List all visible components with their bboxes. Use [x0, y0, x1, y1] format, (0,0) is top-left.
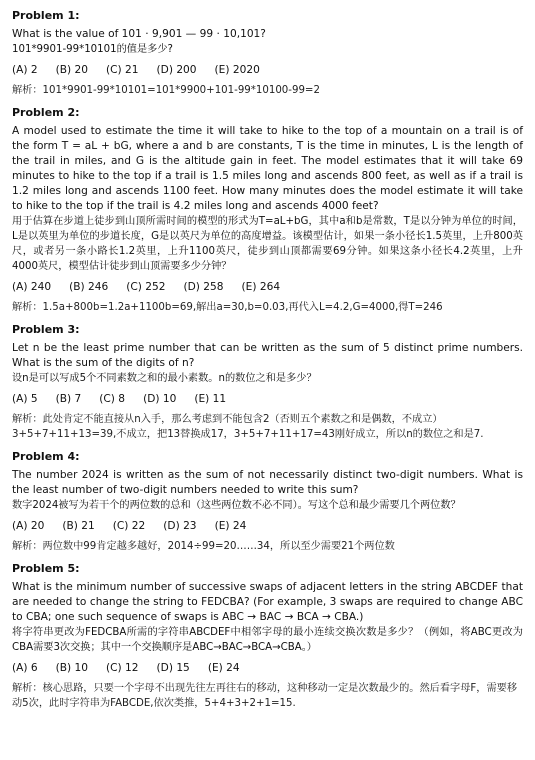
- choice-c: (C) 8: [99, 393, 126, 405]
- choice-e: (E) 11: [194, 393, 227, 405]
- choice-b: (B) 7: [55, 393, 82, 405]
- problem-3: [12, 322, 523, 442]
- problem-title: Problem 2:: [12, 106, 80, 119]
- choice-d: (D) 258: [183, 281, 224, 293]
- choice-a: (A) 2: [12, 64, 38, 76]
- answer-choices: [12, 519, 523, 534]
- choice-a: (A) 6: [12, 662, 38, 674]
- choice-a: (A) 5: [12, 393, 38, 405]
- question-chinese: 用于估算在步道上徒步到山顶所需时间的模型的形式为T=aL+bG，其中a和b是常数，T是以分钟为单位的时间，L是以英里为单位的步道长度，G是以英尺为单位的高度增益。该模型估计，如果一条小径长1.5英里，上升800英尺，或者另一条小路长1.2英里，上升1100英尺，徒步到山顶都需要69分钟。如果这条小径长4.2英里，上升4000英尺，模型估计徒步到山顶需要多少分钟？: [12, 216, 523, 272]
- problem-title: Problem 4:: [12, 450, 80, 463]
- choice-e: (E) 264: [241, 281, 281, 293]
- question-chinese: 将字符串更改为FEDCBA所需的字符串ABCDEF中相邻字母的最小连续交换次数是多少？（例如，将ABC更改为CBA需要3次交换；其中一个交换顺序是ABC→BAC→BCA→CBA。）: [12, 627, 523, 653]
- choice-a: (A) 240: [12, 281, 52, 293]
- question-english: A model used to estimate the time it will take to hike to the top of a mountain on a trail is of the form T = aL + bG, where a and b are constants, T is the time in minutes, L is the length of the trail in miles, and G is the altitude gain in feet. The model estimates that it will take 69 minutes to hike to the top if a trail is 1.5 miles long and ascends 800 feet, as well as if a trail is 1.2 miles long and ascends 1100 feet. How many minutes does the model estimate it will take to hike to the top if the trail is 4.2 miles long and ascends 4000 feet?: [12, 125, 523, 212]
- choice-c: (C) 252: [126, 281, 166, 293]
- problem-title: Problem 5:: [12, 562, 80, 575]
- choice-d: (D) 10: [143, 393, 177, 405]
- answer-choices: [12, 392, 523, 407]
- choice-b: (B) 10: [55, 662, 89, 674]
- question-chinese: 设n是可以写成5个不同素数之和的最小素数。n的数位之和是多少？: [12, 373, 317, 384]
- choice-d: (D) 23: [163, 520, 197, 532]
- problem-title: Problem 3:: [12, 323, 80, 336]
- choice-b: (B) 246: [69, 281, 109, 293]
- question-chinese: 101*9901-99*10101的值是多少?: [12, 44, 173, 55]
- question-english: What is the minimum number of successive swaps of adjacent letters in the string ABCDEF that are needed to change the string to FEDCBA? (For example, 3 swaps are required to change ABC to CBA; one such sequence of swaps is ABC → BAC → BCA → CBA.): [12, 581, 523, 623]
- answer-choices: [12, 661, 523, 676]
- choice-d: (D) 15: [156, 662, 190, 674]
- choice-c: (C) 12: [106, 662, 139, 674]
- problem-title: Problem 1:: [12, 9, 80, 22]
- problem-4: [12, 449, 523, 554]
- question-english: What is the value of 101 · 9,901 — 99 · 10,101?: [12, 28, 266, 40]
- choice-e: (E) 2020: [214, 64, 260, 76]
- solution-text: 解析：此处肯定不能直接从n入手，那么考虑到不能包含2（否则五个素数之和是偶数，不成立）3+5+7+11+13=39,不成立，把13替换成17，3+5+7+11+17=43刚好成立，所以n的数位之和是7.: [12, 414, 484, 440]
- choice-e: (E) 24: [214, 520, 247, 532]
- solution-text: 解析：核心思路，只要一个字母不出现先往左再往右的移动，这种移动一定是次数最少的。然后看字母F，需要移动5次，此时字符串为FABCDE,依次类推，5+4+3+2+1=15.: [12, 683, 518, 709]
- question-english: The number 2024 is written as the sum of not necessarily distinct two-digit numbers. What is the least number of two-digit numbers needed to write this sum?: [12, 469, 523, 496]
- answer-choices: [12, 63, 523, 78]
- problem-1: [12, 8, 523, 98]
- problem-2: [12, 105, 523, 315]
- choice-b: (B) 20: [55, 64, 89, 76]
- question-english: Let n be the least prime number that can be written as the sum of 5 distinct prime numbers. What is the sum of the digits of n?: [12, 342, 523, 369]
- choice-a: (A) 20: [12, 520, 45, 532]
- answer-choices: [12, 280, 523, 295]
- choice-d: (D) 200: [156, 64, 197, 76]
- choice-c: (C) 21: [106, 64, 139, 76]
- choice-e: (E) 24: [207, 662, 240, 674]
- solution-text: 解析：1.5a+800b=1.2a+1100b=69,解出a=30,b=0.03,再代入L=4.2,G=4000,得T=246: [12, 302, 443, 313]
- choice-b: (B) 21: [62, 520, 95, 532]
- solution-text: 解析：两位数中99肯定越多越好，2014÷99=20……34，所以至少需要21个两位数: [12, 541, 395, 552]
- problem-5: [12, 561, 523, 711]
- solution-text: 解析：101*9901-99*10101=101*9900+101-99*10100-99=2: [12, 85, 320, 96]
- choice-c: (C) 22: [112, 520, 146, 532]
- question-chinese: 数字2024被写为若干个的两位数的总和（这些两位数不必不同）。写这个总和最少需要几个两位数？: [12, 500, 461, 511]
